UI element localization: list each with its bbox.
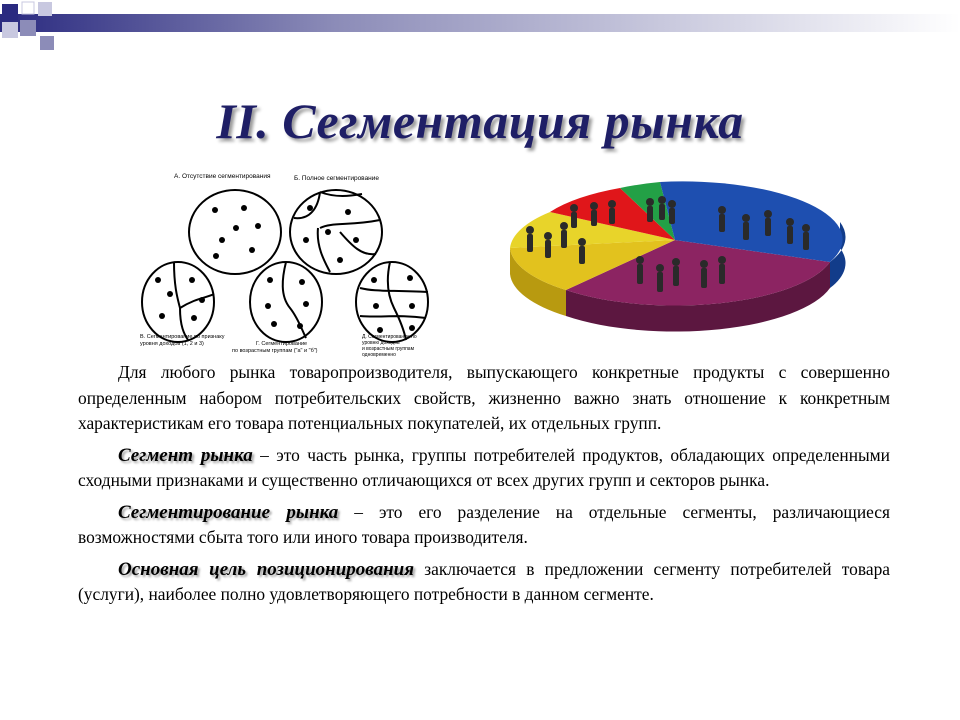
term-segment: Сегмент рынка — [118, 444, 253, 466]
paragraph-intro — [78, 360, 890, 437]
people-segment-pie-icon — [490, 178, 850, 338]
paragraph-positioning — [78, 557, 890, 608]
term-positioning: Основная цель позиционирования — [118, 558, 415, 580]
label-b: Б. Полное сегментирование — [294, 175, 380, 182]
label-d3: и возрастным группам — [362, 346, 415, 352]
paragraph-positioning-text: заключается в предложении сегменту потребителей товара (услуги), наиболее полно удовлетворяющего потребности в данном сегменте. — [78, 558, 890, 604]
label-v2: уровня доходов (1, 2 и 3) — [140, 341, 204, 347]
paragraph-segmentation-text: – это его разделение на отдельные сегменты, различающиеся возможностями сбыта того или иного товара производителя. — [78, 501, 890, 547]
label-v1: В. Сегментирование по признаку — [140, 334, 225, 340]
label-g1: Г. Сегментирование — [256, 341, 308, 347]
circle-full-segmentation — [290, 190, 382, 274]
paragraph-segment-text: – это часть рынка, группы потребителей продуктов, обладающих определенными сходными признаками и существенно отличающихся от всех других групп и секторов рынка. — [78, 444, 890, 490]
label-d2: уровню доходов — [362, 340, 400, 346]
paragraph-segment — [78, 443, 890, 494]
label-d1: Д. Сегментирование по — [362, 334, 417, 340]
body-text — [78, 360, 890, 614]
term-segmentation: Сегментирование рынка — [118, 501, 339, 523]
slide-title: II. Сегментация рынка — [216, 93, 744, 149]
segmentation-diagram — [140, 168, 440, 358]
circle-no-segmentation — [189, 190, 281, 274]
paragraph-intro-text: Для любого рынка товаропроизводителя, выпускающего конкретные продукты с совершенно определенным набором потребительских свойств, жизненно важно знать отношение к конкретным характеристикам его товара потенциальных покупателей, их отдельных групп. — [78, 362, 890, 433]
paragraph-segmentation — [78, 500, 890, 551]
label-d4: одновременно — [362, 352, 396, 358]
label-g2: по возрастным группам ("а" и "б") — [232, 348, 318, 354]
header-decoration — [0, 0, 960, 60]
label-a: А. Отсутствие сегментирования — [174, 173, 271, 180]
